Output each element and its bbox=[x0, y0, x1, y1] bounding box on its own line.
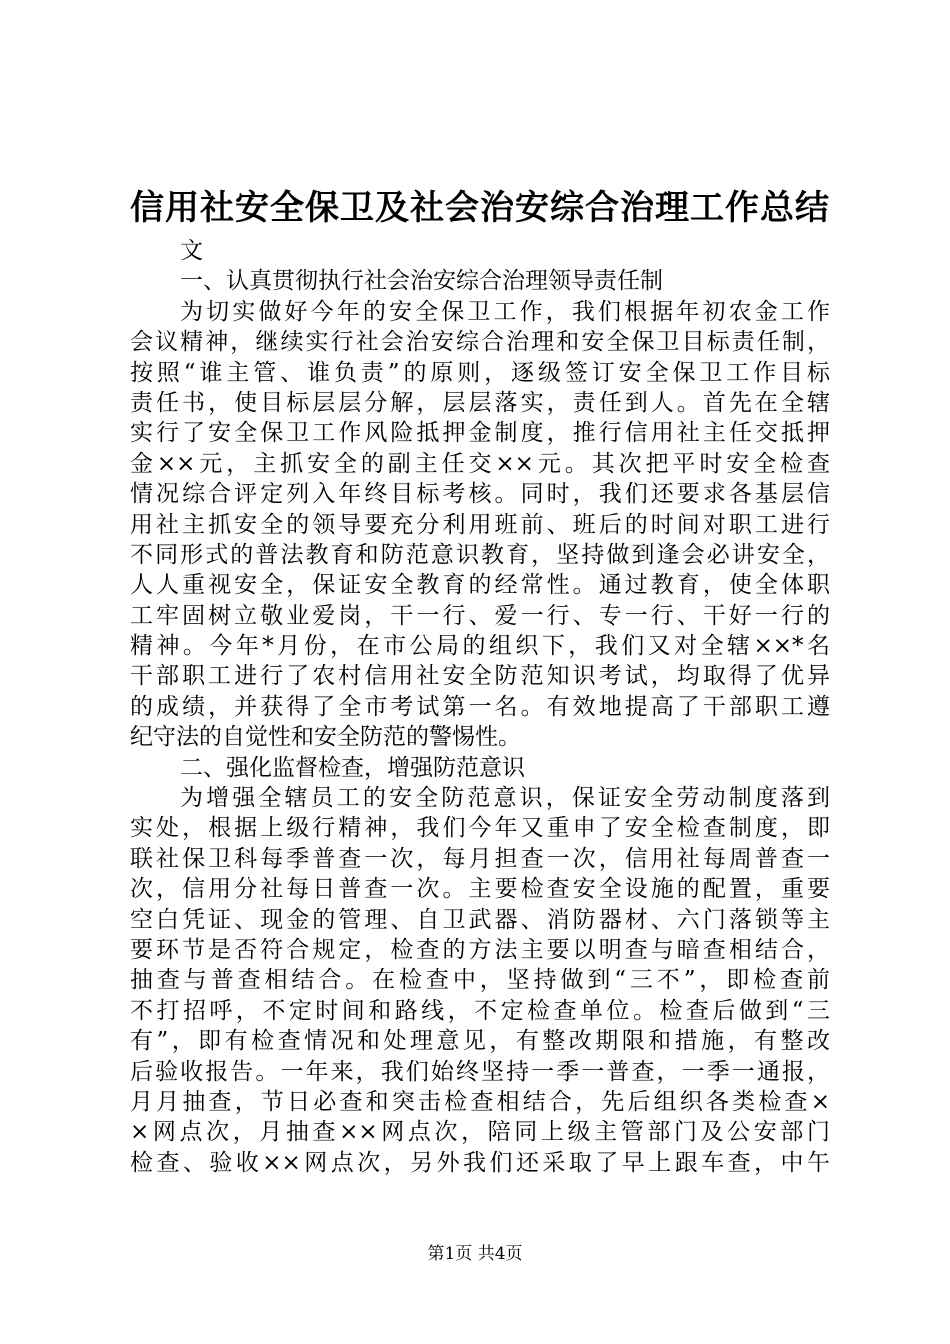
body-line: 文 bbox=[180, 238, 203, 264]
body-line: 人人重视安全，保证安全教育的经常性。通过教育，使全体职 bbox=[130, 572, 830, 599]
body-line: 一、认真贯彻执行社会治安综合治理领导责任制 bbox=[180, 268, 663, 295]
body-line: 干部职工进行了农村信用社安全防范知识考试，均取得了优异 bbox=[130, 663, 830, 690]
document-title: 信用社安全保卫及社会治安综合治理工作总结 bbox=[130, 188, 830, 228]
body-line: 责任书，使目标层层分解，层层落实，责任到人。首先在全辖 bbox=[130, 389, 830, 416]
body-line: 空白凭证、现金的管理、自卫武器、消防器材、六门落锁等主 bbox=[130, 906, 830, 933]
body-line: 检查、验收××网点次，另外我们还采取了早上跟车查，中午 bbox=[130, 1149, 830, 1176]
body-line: 实处，根据上级行精神，我们今年又重申了安全检查制度，即 bbox=[130, 815, 830, 842]
body-line: 纪守法的自觉性和安全防范的警惕性。 bbox=[130, 724, 521, 751]
body-line: 二、强化监督检查，增强防范意识 bbox=[180, 754, 525, 781]
body-line: 按照“谁主管、谁负责”的原则，逐级签订安全保卫工作目标 bbox=[130, 359, 830, 386]
body-line: ×网点次，月抽查××网点次，陪同上级主管部门及公安部门 bbox=[130, 1119, 830, 1146]
body-line: 月月抽查，节日必查和突击检查相结合，先后组织各类检查× bbox=[130, 1088, 830, 1115]
body-line: 情况综合评定列入年终目标考核。同时，我们还要求各基层信 bbox=[130, 481, 830, 508]
body-line: 不打招呼，不定时间和路线，不定检查单位。检查后做到“三 bbox=[130, 997, 830, 1024]
body-line: 精神。今年*月份，在市公局的组织下，我们又对全辖××*名 bbox=[130, 633, 830, 660]
body-line: 为切实做好今年的安全保卫工作，我们根据年初农金工作 bbox=[180, 298, 830, 325]
body-line: 联社保卫科每季普查一次，每月担查一次，信用社每周普查一 bbox=[130, 845, 830, 872]
body-line: 次，信用分社每日普查一次。主要检查安全设施的配置，重要 bbox=[130, 876, 830, 903]
body-line: 抽查与普查相结合。在检查中，坚持做到“三不”，即检查前 bbox=[130, 967, 830, 994]
body-line: 要环节是否符合规定，检查的方法主要以明查与暗查相结合， bbox=[130, 936, 830, 963]
body-line: 工牢固树立敬业爱岗，干一行、爱一行、专一行、干好一行的 bbox=[130, 602, 830, 629]
body-line: 不同形式的普法教育和防范意识教育，坚持做到逢会必讲安全， bbox=[130, 541, 830, 568]
body-line: 会议精神，继续实行社会治安综合治理和安全保卫目标责任制， bbox=[130, 329, 830, 356]
page-footer: 第1页 共4页 bbox=[427, 1244, 523, 1264]
body-line: 后验收报告。一年来，我们始终坚持一季一普查，一季一通报， bbox=[130, 1058, 830, 1085]
body-line: 有”，即有检查情况和处理意见，有整改期限和措施，有整改 bbox=[130, 1028, 830, 1055]
body-line: 的成绩，并获得了全市考试第一名。有效地提高了干部职工遵 bbox=[130, 693, 830, 720]
body-line: 金××元，主抓安全的副主任交××元。其次把平时安全检查 bbox=[130, 450, 830, 477]
body-line: 用社主抓安全的领导要充分利用班前、班后的时间对职工进行 bbox=[130, 511, 830, 538]
body-line: 为增强全辖员工的安全防范意识，保证安全劳动制度落到 bbox=[180, 785, 830, 812]
body-line: 实行了安全保卫工作风险抵押金制度，推行信用社主任交抵押 bbox=[130, 420, 830, 447]
document-body bbox=[130, 236, 830, 1178]
